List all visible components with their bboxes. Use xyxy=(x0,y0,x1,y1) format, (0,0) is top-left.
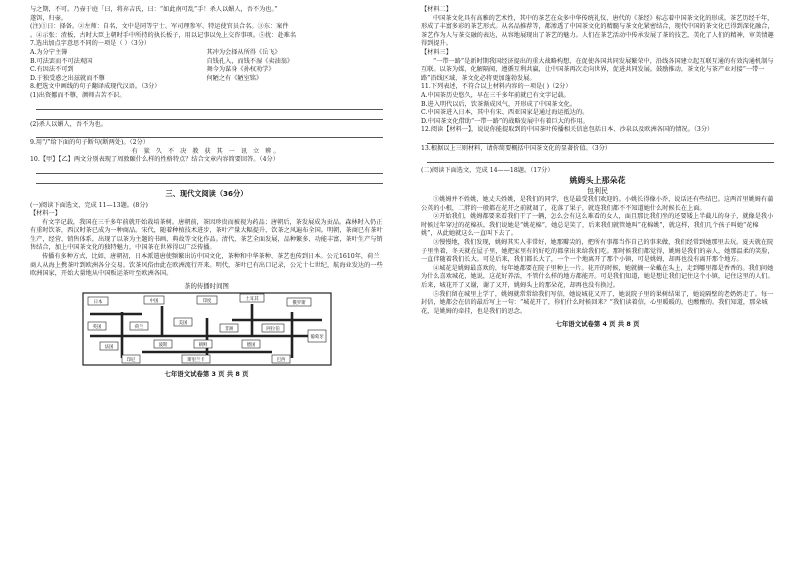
place-text: 阿拉伯 xyxy=(265,327,280,333)
answer-line[interactable] xyxy=(36,129,383,138)
story-author: 包利民 xyxy=(587,187,608,196)
map-place-label xyxy=(197,296,217,304)
question-12-stem: 12.阅读【材料一】，说说你能提取到的中国茶叶传播相关信息包括日本、沙泉以及欧洲各国的情况。（3分） xyxy=(421,126,714,134)
story-paragraph: ⑤我们留在城里上学了，姚姆就常常给我们写信，她说城花又开了，她说院子里的果树结果了，她说隔壁的老奶奶走了。每一封信，她都会在信的最后写上一句：“城花开了，你们什么时候回来？”我们读着信，心里暖暖的，也酸酸的。我们知道，那朵城花，是姚姆的牵挂，也是我们的思念。 xyxy=(421,290,774,315)
q11-option: A.中国茶历史悠久，早在三千多年前就已有文字记载。 xyxy=(421,91,570,99)
material-3-paragraph: “一带一路”是新时期我国经济提出的重大战略构想，在促使各国共同发展繁荣中，沿线各国建立起互联互通的有效沟通机制与互联。以茶为媒，化解隔阂，遵循互利共赢，让中国茶再次走向世界，促进共同发展。鼓励推动，茶文化与茶产业对接“一带一路”沿线区域，茶文化必将更加蓬勃发展。 xyxy=(421,57,774,82)
place-text: 斯里兰卡 xyxy=(186,358,205,364)
place-text: 法国 xyxy=(104,345,113,351)
place-text: 德国 xyxy=(246,343,255,349)
question-11-stem: 11.下列表述，不符合以上材料内容的一项是( )（2分） xyxy=(421,83,572,91)
material-3-label: 【材料三】 xyxy=(421,48,452,56)
option-text: 舞今为谋身《孙权劝学》 xyxy=(206,66,275,74)
option-text: 自钱孔入，而钱不湿《卖油翁》 xyxy=(206,57,294,65)
q11-option: B.进入明代以后，饮茶渐成风气，开形成了中国茶文化。 xyxy=(421,100,577,108)
map-place-label xyxy=(144,296,164,304)
place-text: 印度 xyxy=(202,299,211,305)
map-place-label xyxy=(242,340,260,348)
q7-option-b xyxy=(30,58,383,67)
option-text: C.有因法不可到 xyxy=(30,66,74,74)
question-8-stem: 8.把选文中画线的句子翻译成现代汉语。（3分） xyxy=(30,83,161,91)
place-text: 印尼 xyxy=(126,358,135,364)
place-text: 波斯 xyxy=(158,343,167,349)
map-place-label xyxy=(240,294,264,302)
answer-line[interactable] xyxy=(36,101,383,110)
option-text: 其冲为会择从所得《岳飞》 xyxy=(206,48,281,56)
q11-option: C.中国茶进入日本，其中有宋、西亚国家是通过海运抵达的。 xyxy=(421,109,589,117)
question-13-stem: 13.根据以上三则材料，请你简要概括中国茶文化的显著价值。（3分） xyxy=(421,144,612,152)
tea-spread-map xyxy=(82,292,332,366)
part-2-instruction: (二)阅读下面选文，完成 14——18题。（17分） xyxy=(421,166,554,174)
map-place-label xyxy=(262,324,284,332)
right-page xyxy=(397,0,794,561)
place-text: 英国 xyxy=(92,325,101,331)
story-paragraph: ④城花是姚姆最喜欢的，每年她都要在院子里种上一片。花开的时候，她就摘一朵戴在头上，走到哪里都是香香的。我们问她为什么喜欢城花，她说，这花好养活，不管什么样的地方都能开。可是我们知道，她是想让我们记住这个小镇，记住这里的人们。后来，城花开了又谢，谢了又开，姚姆头上的那朵花，却再也没有换过。 xyxy=(421,264,774,290)
material-1-paragraph: 传播有多种方式，比如，唐朝初，日本派遣唐使频繁出访中国文化，茶种和中华茶种、茶艺也传到日本。公元1610年，荷兰商人从海上携茶叶到欧洲各分交易。饮茶风俗由此在欧洲流行开来。明代，茶叶已有出口记录，公元十七世纪，航海业发达的一些欧洲国家，开始大量地从中国贩运茶叶至欧洲各国。 xyxy=(30,253,383,278)
map-place-label xyxy=(154,340,172,348)
passage-line: 遂饵，归壶。 xyxy=(30,14,68,22)
place-text: 朝鲜 xyxy=(198,343,207,349)
part-1-instruction: (一)阅读下面选文，完成 11—13题。(8分) xyxy=(30,201,148,209)
story-paragraph: ③慢慢地，我们发现，姚姆其实人非常好，她那瓣尖的，把所有事都当作自己的事来做，我们经常到她那里去玩。夏天就在院子里坐着，冬天就在屋子里，她把家里有的好吃的都拿出来给我们吃。那时候我们都觉得，姚姆是我们的亲人，她那温柔的笑脸，一直伴随着我们长大。可是后来，我们都长大了，一个一个地离开了那个小镇，可是姚姆，却再也没有离开那个地方。 xyxy=(421,239,774,264)
place-text: 俄罗斯 xyxy=(291,301,306,307)
story-paragraph: ①姚姆并不姓姚，她丈夫姓姚，是我们的同学，也是最受我们欢迎的。小姚长得像小乔，说话还有些结巴。这两首里姚姆有蒲公英的小根，二胖的一般都在花开之前就凋了，花落了果子，就连我们都不不知道她什么时候长在上面。 xyxy=(421,196,774,212)
question-7-stem: 7.选出加点字意思不同的一项是（ ）（3分） xyxy=(30,40,151,48)
option-text: 何陋之有《陋室铭》 xyxy=(206,74,263,82)
q9-sentence: 有 狱 久 不 决 教 获 其 一 讯 立 辨。 xyxy=(131,147,282,155)
answer-line[interactable] xyxy=(36,111,383,120)
map-place-label xyxy=(122,355,140,363)
option-text: B.可法罢而不可法观国 xyxy=(30,57,93,65)
place-text: 中国 xyxy=(149,299,158,305)
material-2-paragraph: 中国茶文化具有高雅的艺术性，其中的茶艺在众多中华传统礼仪、唐代的《茶经》标志着中国茶文化的形成。茶艺历经千年，形成了丰富多彩的茶艺形式。从名品推荐等，都渗透了中国茶文化的精髓与茶文化紧密结合，现代中国的茶文化已得到深化融合，茶艺作为人与茶交融的表达，从容地展现出了茶艺的魅力。人们在茶艺活动中传承发展了茶的技艺，美化了人们的精神，审美情趣得到提升。 xyxy=(421,14,774,48)
map-place-label xyxy=(88,297,108,305)
map-place-label xyxy=(287,298,311,306)
page-footer: 七年语文试卷第 3 页 共 8 页 xyxy=(164,370,249,379)
map-place-label xyxy=(88,322,106,330)
material-1-paragraph: 有文字记载，我国在三千多年前就开始栽培茶树。唐朝前，茶因珍贵而被视为药品；唐朝后，茶发展成为贡品。森林时入仍正有重时饮茶，西汉时茶已成为一种商品。宋代，随着种植技术进步，茶叶产量大幅提升，饮茶之风遍布全国。明朝，茶商已有茶叶生产，经营、销售体系，出现了以茶为主题的书画、典故等文化作品。清代，茶艺全面发展，品种繁多、功能丰富，茶叶生产与销售结合，加上中国茶文化的独特魅力，中国茶在世界得以广泛传播。 xyxy=(30,218,383,252)
option-text: D.于独受惑之出兹就而不隳 xyxy=(30,74,105,82)
map-title: 茶的传播时间图 xyxy=(184,281,229,290)
place-text: 日本 xyxy=(93,300,102,306)
map-place-label xyxy=(272,355,290,363)
answer-line[interactable] xyxy=(36,165,383,174)
question-9-stem: 9.用“/”给下面的句子断句(断两处)。（2分） xyxy=(30,139,149,147)
map-place-label xyxy=(100,342,118,350)
question-10-stem: 10.【甲】【乙】两文分别表现了周敦颐什么样的性格特点？结合文章内容简要回答。（4分） xyxy=(30,156,279,164)
place-text: 巴西 xyxy=(276,358,285,364)
q8-sentence-2: (2)杀人以媚人，吾不为也。 xyxy=(30,120,107,128)
story-paragraph: ②开始我们，姚姆都要来看我们干了一辆，怎么会有这么难看的女人，面且那比我们坐的还要矮上半截儿的身子，就像是我小时候过年穿过的花棉袄。我们说她是“姚花棉”，她总是笑了，后来我们就管她叫“花棉姚”，就这样，我们几个孩子叫她“花棉姚”，从此她就这么一直叫下去了。 xyxy=(421,213,774,238)
passage-line: 。④示张：渣板，古时大臣上朝时手中所持的执长板子，用以记事以免上交咨事项。⑤扰：赴难名 xyxy=(30,31,297,39)
place-text: 荷兰 xyxy=(134,325,143,331)
place-text: 葡萄牙 xyxy=(309,335,324,341)
answer-line[interactable] xyxy=(36,175,383,184)
map-place-label xyxy=(174,318,192,326)
page-footer: 七年语文试卷第 4 页 共 8 页 xyxy=(555,320,640,329)
q7-option-c xyxy=(30,66,383,75)
material-1-label: 【材料一】 xyxy=(30,210,61,218)
map-place-label xyxy=(308,330,326,342)
q7-option-a xyxy=(30,49,383,58)
option-text: A.为分宁主簿 xyxy=(30,48,68,56)
answer-line[interactable] xyxy=(427,135,774,144)
passage-line: (注)①日：择备。②左师：自名，文中是同等宁士、军司理参军、特运使官员合名。③东：案件 xyxy=(30,23,289,31)
place-text: 美国 xyxy=(178,321,187,327)
q8-sentence-1: (1)出资挪而不隳，颜师吉苦不识。 xyxy=(30,91,126,99)
map-place-label xyxy=(182,355,210,363)
place-text: 非洲 xyxy=(224,327,233,333)
map-place-label xyxy=(220,324,238,332)
q11-option: D.中国茶文化借助“一带一路”的战略发展中有着巨大的作用。 xyxy=(421,117,589,125)
section-3-heading: 三、现代文阅读（36分） xyxy=(165,188,248,198)
place-text: 土耳其 xyxy=(244,297,259,303)
map-place-label xyxy=(130,322,148,330)
passage-line: 与之期，不可。乃壶于庭「曰，将弃吉氏，曰：“如此南可乱”手！杀人以媚人，吾不为也。” xyxy=(30,6,278,13)
material-2-label: 【材料二】 xyxy=(421,6,452,13)
map-place-label xyxy=(194,340,212,348)
answer-line[interactable] xyxy=(427,154,774,163)
story-title: 姚姆头上那朵花 xyxy=(569,176,626,186)
